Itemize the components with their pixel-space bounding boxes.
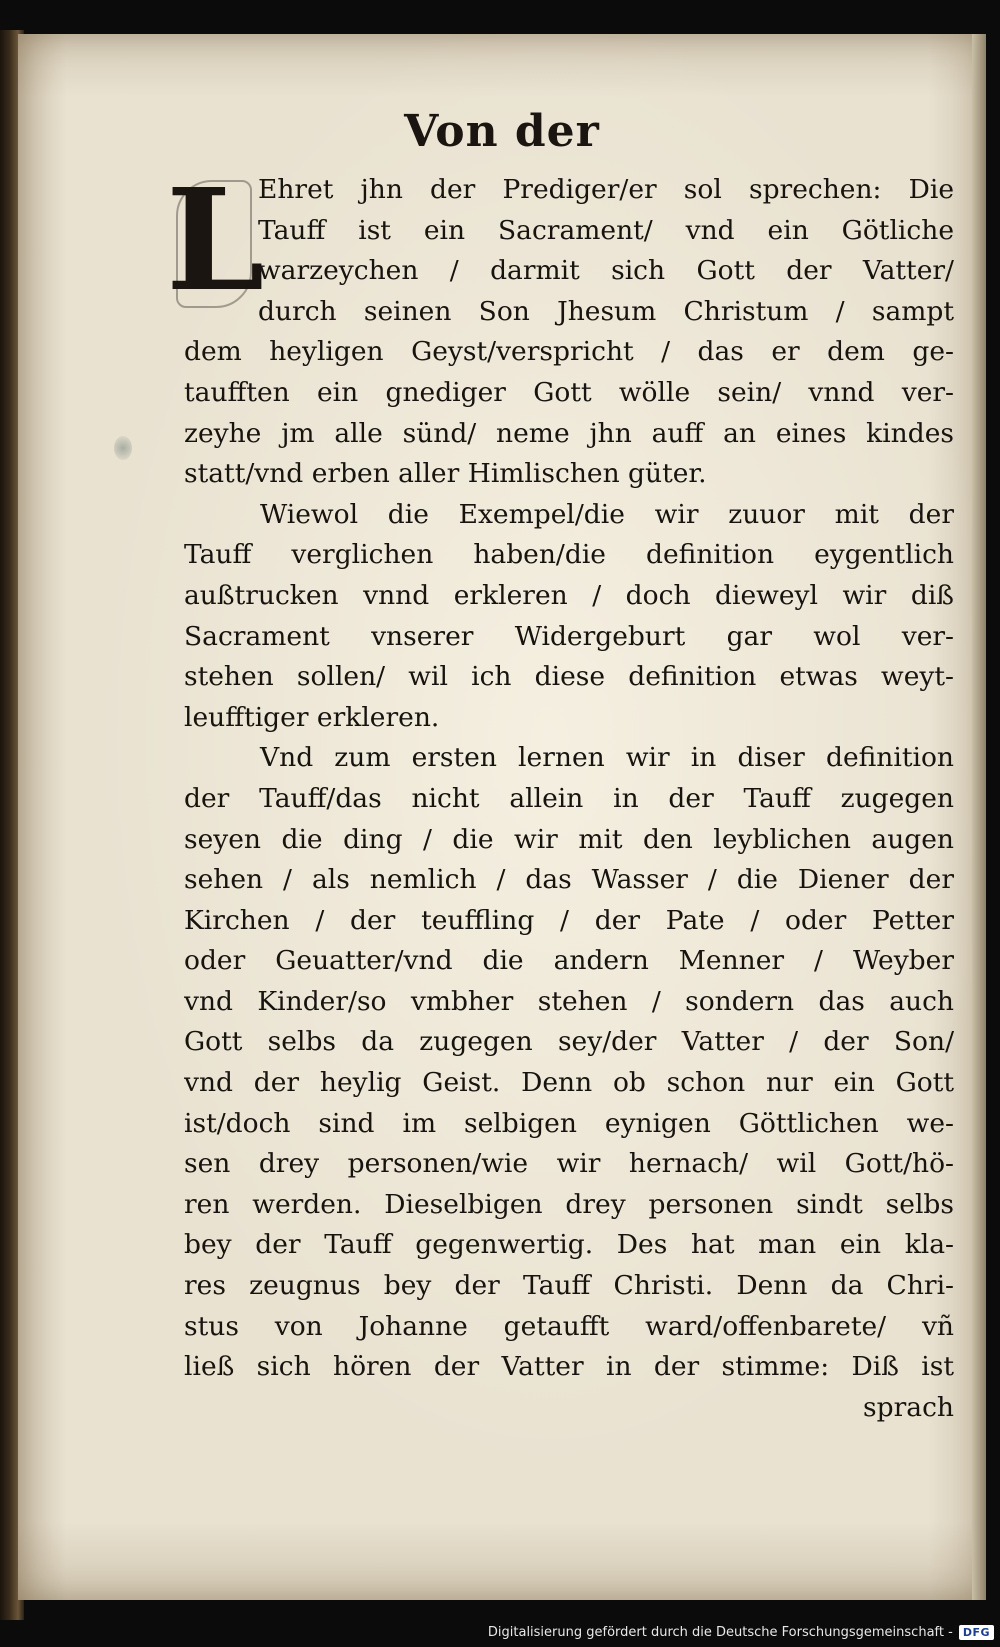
credit-text: Digitalisierung gefördert durch die Deutsche Forschungsgemeinschaft - — [487, 1624, 953, 1640]
text-line: statt/vnd erben aller Himlischen güter. — [184, 458, 707, 490]
dfg-logo-icon: DFG — [959, 1625, 994, 1640]
text-line: ließ sich hören der Vatter in der stimme: Diß ist — [184, 1351, 954, 1383]
text-line: sehen / als nemlich / das Wasser / die Diener der — [184, 864, 954, 896]
text-line: oder Geuatter/vnd die andern Menner / Weyber — [184, 945, 954, 977]
text-line: warzeychen / darmit sich Gott der Vatter/ — [258, 255, 954, 287]
body-text — [184, 170, 954, 1428]
text-line: vnd der heylig Geist. Denn ob schon nur ein Gott — [184, 1067, 954, 1099]
catchword: sprach — [863, 1391, 954, 1423]
text-line: Sacrament vnserer Widergeburt gar wol ver- — [184, 620, 954, 652]
text-line: seyen die ding / die wir mit den leyblichen augen — [184, 823, 954, 855]
text-line: taufften ein gnediger Gott wölle sein/ vnnd ver- — [184, 376, 954, 408]
text-line: Ehret jhn der Prediger/er sol sprechen: Die — [258, 174, 954, 205]
page-stain — [114, 436, 132, 460]
text-line: sen drey personen/wie wir hernach/ wil Gott/hö- — [184, 1148, 954, 1180]
text-line: durch seinen Son Jhesum Christum / sampt — [258, 295, 954, 327]
text-line: dem heyligen Geyst/verspricht / das er dem ge- — [184, 336, 954, 368]
text-line: stus von Johanne getaufft ward/offenbarete/ vñ — [184, 1310, 954, 1342]
text-line: leufftiger erkleren. — [184, 701, 440, 733]
text-line: außtrucken vnnd erkleren / doch dieweyl wir diß — [184, 579, 954, 611]
text-line: Wiewol die Exempel/die wir zuuor mit der — [260, 498, 954, 530]
text-line: Tauff ist ein Sacrament/ vnd ein Götliche — [258, 214, 954, 246]
text-line: bey der Tauff gegenwertig. Des hat man ein kla- — [184, 1229, 954, 1261]
text-line: der Tauff/das nicht allein in der Tauff zugegen — [184, 782, 954, 814]
text-line: zeyhe jm alle sünd/ neme jhn auff an eines kindes — [184, 417, 954, 449]
text-line: res zeugnus bey der Tauff Christi. Denn da Chri- — [184, 1270, 954, 1302]
text-line: vnd Kinder/so vmbher stehen / sondern das auch — [184, 985, 954, 1017]
text-line: Tauff verglichen haben/die definition eygentlich — [184, 539, 954, 571]
running-head: Von der — [404, 106, 600, 157]
text-line: stehen sollen/ wil ich diese definition etwas weyt- — [184, 661, 954, 693]
text-line: Kirchen / der teuffling / der Pate / oder Petter — [184, 904, 954, 936]
text-line: Gott selbs da zugegen sey/der Vatter / der Son/ — [184, 1026, 954, 1058]
book-page — [18, 34, 986, 1600]
decorated-initial: L — [166, 159, 265, 323]
page-edge-right — [972, 34, 986, 1600]
text-line: ist/doch sind im selbigen eynigen Göttlichen we- — [184, 1107, 954, 1139]
text-line: Vnd zum ersten lernen wir in diser definition — [260, 742, 954, 774]
text-line: ren werden. Dieselbigen drey personen sindt selbs — [184, 1188, 954, 1220]
digitization-credit — [488, 1621, 994, 1643]
